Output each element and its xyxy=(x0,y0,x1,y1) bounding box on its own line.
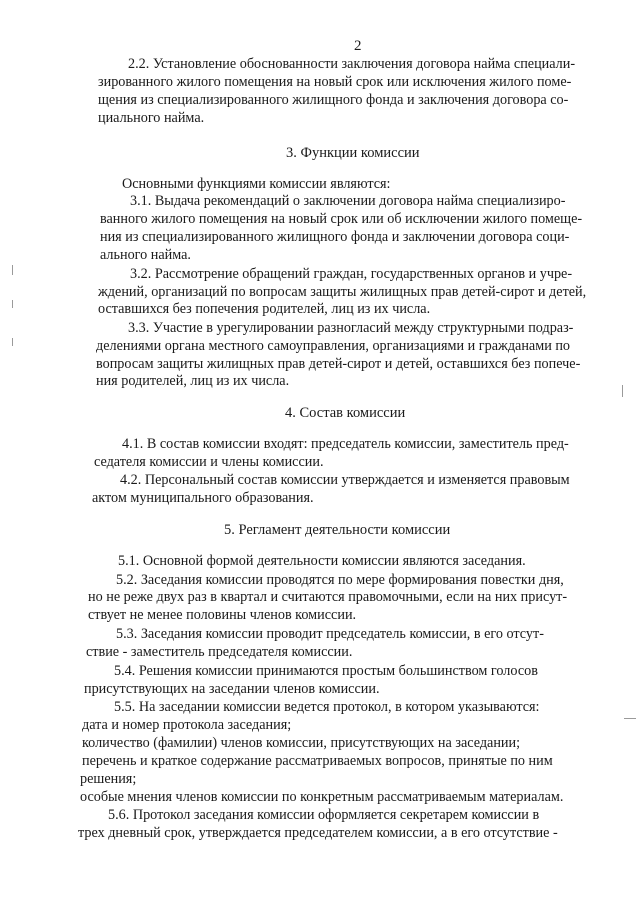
scan-artifact xyxy=(624,718,636,719)
page-number: 2 xyxy=(354,38,362,54)
text-line: трех дневный срок, утверждается председателем комиссии, а в его отсутствие - xyxy=(78,825,558,841)
text-line: присутствующих на заседании членов комиссии. xyxy=(84,681,380,697)
text-line: 5.5. На заседании комиссии ведется протокол, в котором указываются: xyxy=(114,699,540,715)
text-line: зированного жилого помещения на новый срок или исключения жилого поме- xyxy=(98,74,572,90)
text-line: седателя комиссии и члены комиссии. xyxy=(94,454,324,470)
text-line: щения из специализированного жилищного фонда и заключения договора со- xyxy=(98,92,569,108)
text-line: ствие - заместитель председателя комиссии. xyxy=(86,644,353,660)
text-line: 5.3. Заседания комиссии проводит председатель комиссии, в его отсут- xyxy=(116,626,544,642)
text-line: циального найма. xyxy=(98,110,205,126)
text-line: 5.4. Решения комиссии принимаются простым большинством голосов xyxy=(114,663,538,679)
scan-artifact xyxy=(12,338,13,346)
text-line: но не реже двух раз в квартал и считаются правомочными, если на них присут- xyxy=(88,589,568,605)
text-line: 5.1. Основной формой деятельности комиссии являются заседания. xyxy=(118,553,526,569)
text-line: делениями органа местного самоуправления, организациями и гражданами по xyxy=(96,338,571,354)
section-heading: 4. Состав комиссии xyxy=(285,405,406,421)
scan-artifact xyxy=(12,300,13,308)
text-line: актом муниципального образования. xyxy=(92,490,314,506)
section-heading: 5. Регламент деятельности комиссии xyxy=(224,522,451,538)
text-line: 3.1. Выдача рекомендаций о заключении договора найма специализиро- xyxy=(130,193,566,209)
text-line: 3.2. Рассмотрение обращений граждан, государственных органов и учре- xyxy=(130,266,573,282)
text-line: 4.1. В состав комиссии входят: председатель комиссии, заместитель пред- xyxy=(122,436,569,452)
text-line: вопросам защиты жилищных прав детей-сирот и детей, оставшихся без попече- xyxy=(96,356,581,372)
text-line: дата и номер протокола заседания; xyxy=(82,717,292,733)
text-line: ждений, организаций по вопросам защиты жилищных прав детей-сирот и детей, xyxy=(98,284,587,300)
text-line: 5.6. Протокол заседания комиссии оформляется секретарем комиссии в xyxy=(108,807,540,823)
text-line: особые мнения членов комиссии по конкретным рассматриваемым материалам. xyxy=(80,789,564,805)
text-line: ального найма. xyxy=(100,247,191,263)
text-line: 3.3. Участие в урегулировании разногласий между структурными подраз- xyxy=(128,320,574,336)
text-line: ния из специализированного жилищного фонда и заключении договора соци- xyxy=(100,229,570,245)
text-line: ния родителей, лиц из их числа. xyxy=(96,373,290,389)
text-line: ствует не менее половины членов комиссии. xyxy=(88,607,357,623)
text-line: ванного жилого помещения на новый срок или об исключении жилого помеще- xyxy=(100,211,583,227)
text-line: 2.2. Установление обоснованности заключения договора найма специали- xyxy=(128,56,576,72)
text-line: 4.2. Персональный состав комиссии утверждается и изменяется правовым xyxy=(120,472,570,488)
text-line: количество (фамилии) членов комиссии, присутствующих на заседании; xyxy=(82,735,521,751)
scan-artifact xyxy=(622,385,623,397)
section-heading: 3. Функции комиссии xyxy=(286,145,420,161)
scan-artifact xyxy=(12,265,13,275)
text-line: решения; xyxy=(80,771,137,787)
text-line: оставшихся без попечения родителей, лиц из их числа. xyxy=(98,301,431,317)
text-line: Основными функциями комиссии являются: xyxy=(122,176,391,192)
text-line: 5.2. Заседания комиссии проводятся по мере формирования повестки дня, xyxy=(116,572,564,588)
text-line: перечень и краткое содержание рассматриваемых вопросов, принятые по ним xyxy=(82,753,553,769)
